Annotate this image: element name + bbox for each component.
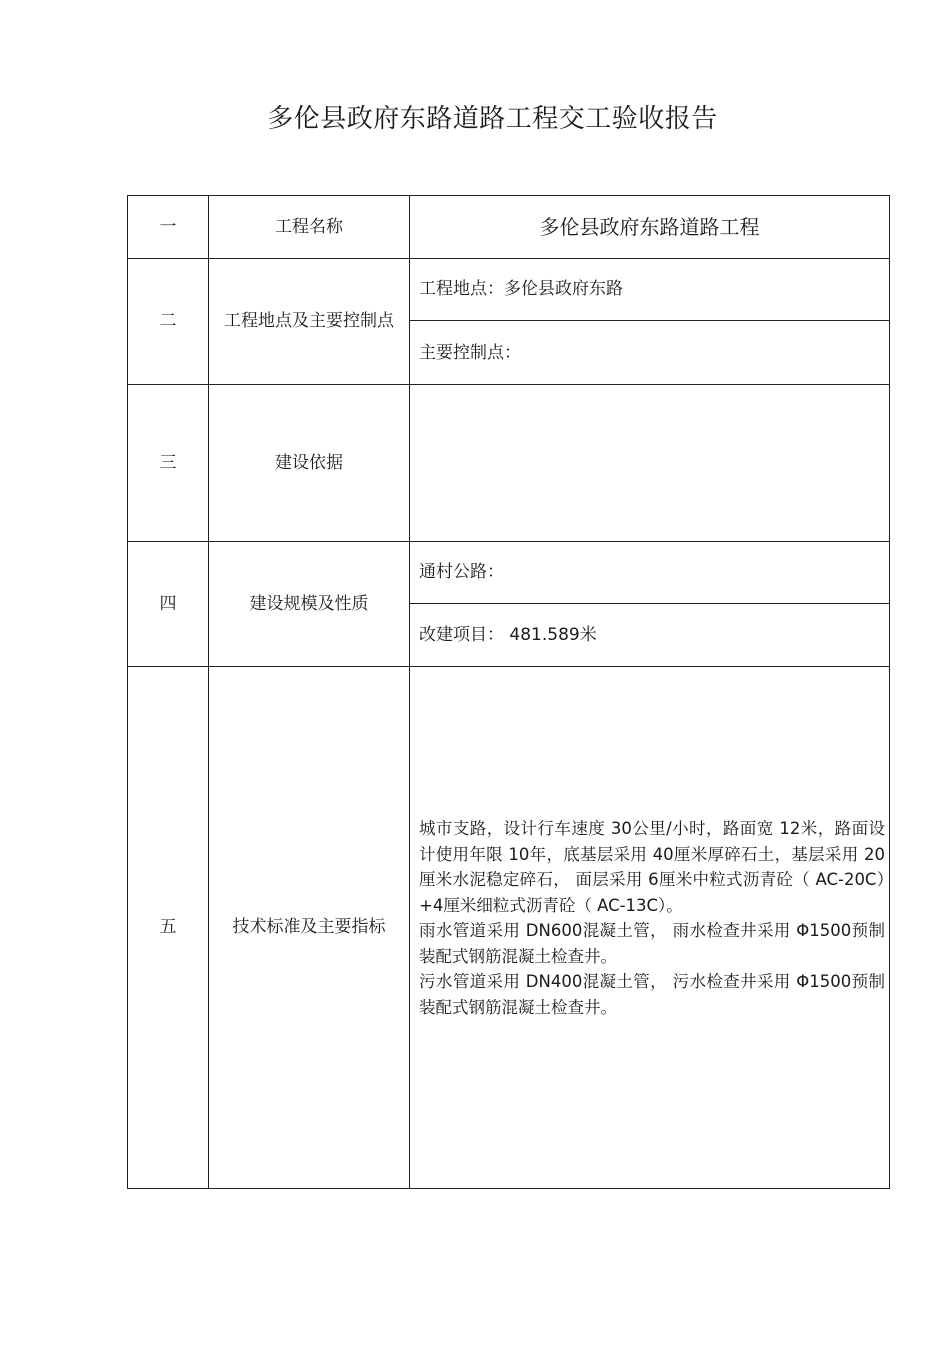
basis-value — [410, 385, 889, 541]
technical-paragraph: 污水管道采用 DN400混凝土管， 污水检查井采用 Φ1500预制装配式钢筋混凝土检查井。 — [419, 972, 885, 1017]
document-title: 多伦县政府东路道路工程交工验收报告 — [267, 104, 718, 134]
row-number: 一 — [128, 196, 209, 258]
scale-value-cell — [410, 542, 889, 666]
technical-standards-cell — [410, 667, 889, 1188]
technical-paragraph: 城市支路，设计行车速度 30公里/小时，路面宽 12米，路面设计使用年限 10年，底基层采用 40厘米厚碎石土，基层采用 20厘米水泥稳定碎石， 面层采用 6厘米中粒式沥青砼（ AC-20C）+4厘米细粒式沥青砼（ AC-13C）。 — [419, 819, 885, 915]
table-row-scale — [128, 542, 889, 667]
table-row-basis — [128, 385, 889, 542]
row-number: 三 — [128, 385, 209, 541]
table-row-location — [128, 259, 889, 385]
row-number: 五 — [128, 667, 209, 1188]
row-label-basis: 建设依据 — [209, 385, 410, 541]
row-label-technical-standards: 技术标准及主要指标 — [209, 667, 410, 1188]
control-points-value: 主要控制点： — [419, 342, 521, 363]
row-number: 二 — [128, 259, 209, 384]
project-name-value: 多伦县政府东路道路工程 — [539, 214, 760, 239]
technical-standards-text — [419, 816, 885, 1020]
village-road-value: 通村公路： — [410, 542, 889, 604]
project-location-value: 工程地点：多伦县政府东路 — [410, 259, 889, 321]
row-number: 四 — [128, 542, 209, 666]
table-row-project-name — [128, 196, 889, 259]
location-value-cell — [410, 259, 889, 384]
acceptance-report-table — [127, 195, 890, 1189]
technical-paragraph: 雨水管道采用 DN600混凝土管， 雨水检查井采用 Φ1500预制装配式钢筋混凝土检查井。 — [419, 921, 885, 966]
row-label-scale: 建设规模及性质 — [209, 542, 410, 666]
row-label-location: 工程地点及主要控制点 — [209, 259, 410, 384]
table-row-technical-standards — [128, 667, 889, 1188]
row-label-project-name: 工程名称 — [209, 196, 410, 258]
reconstruction-value: 改建项目： 481.589米 — [419, 625, 597, 645]
